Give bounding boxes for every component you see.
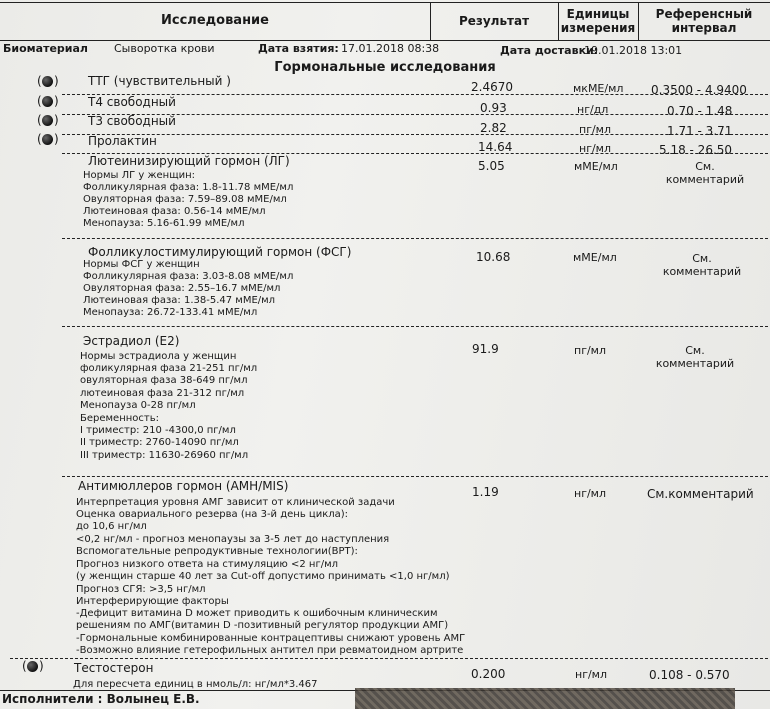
note-line: Менопауза 0-28 пг/мл <box>80 400 196 411</box>
date-taken-value: 17.01.2018 08:38 <box>341 42 440 55</box>
photo-shadow <box>355 688 735 709</box>
test-reference: 5.18 - 26.50 <box>659 143 733 157</box>
header-study: Исследование <box>161 13 269 28</box>
row-separator <box>62 134 768 135</box>
row-separator <box>62 326 768 327</box>
test-unit: нг/мл <box>574 487 607 500</box>
header-bottom-border <box>0 40 770 41</box>
date-delivered-value: 19.01.2018 13:01 <box>584 44 683 57</box>
note-line: Нормы эстрадиола у женщин <box>80 351 237 362</box>
test-name: ТТГ (чувствительный ) <box>88 74 231 88</box>
test-select-radio[interactable]: ( ) <box>37 74 59 88</box>
test-unit: мМЕ/мл <box>574 160 618 173</box>
test-name: Эстрадиол (Е2) <box>83 334 180 348</box>
note-line: (у женщин старше 40 лет за Cut-off допустимо принимать <1,0 нг/мл) <box>76 571 450 582</box>
biomaterial-value: Сыворотка крови <box>114 42 215 55</box>
test-reference: См. комментарий <box>662 252 742 278</box>
performers: Исполнители : Волынец Е.В. <box>2 692 200 706</box>
biomaterial-label: Биоматериал <box>3 42 88 55</box>
note-line: II триместр: 2760-14090 пг/мл <box>80 437 239 448</box>
note-line: Овуляторная фаза: 2.55–16.7 мМЕ/мл <box>83 283 281 294</box>
note-line: Вспомогательные репродуктивные технологии(ВРТ): <box>76 546 358 557</box>
date-taken-label: Дата взятия: <box>258 42 339 55</box>
test-reference: 1.71 - 3.71 <box>667 124 733 138</box>
row-separator <box>62 238 768 239</box>
note-line: Оценка овариального резерва (на 3-й день цикла): <box>76 509 349 520</box>
note-line: <0,2 нг/мл - прогноз менопаузы за 3-5 лет до наступления <box>76 534 390 545</box>
header-units: Единицы измерения <box>560 7 636 35</box>
test-reference: 0.3500 - 4.9400 <box>651 83 747 97</box>
test-reference: 0.70 - 1.48 <box>667 104 733 118</box>
note-line: до 10,6 нг/мл <box>76 521 147 532</box>
note-line: Интерпретация уровня АМГ зависит от клинической задачи <box>76 497 395 508</box>
header-result: Результат <box>458 14 530 28</box>
test-reference: 0.108 - 0.570 <box>649 668 730 682</box>
test-name: Фолликулостимулирующий гормон (ФСГ) <box>88 245 352 259</box>
note-line: Менопауза: 5.16-61.99 мМЕ/мл <box>83 218 245 229</box>
test-unit: пг/мл <box>574 344 607 357</box>
note-line: Нормы ЛГ у женщин: <box>83 170 196 181</box>
test-result: 5.05 <box>478 159 505 173</box>
test-result: 91.9 <box>472 342 499 356</box>
test-unit: нг/дл <box>577 103 609 116</box>
note-line: III триместр: 11630-26960 пг/мл <box>80 450 249 461</box>
note-line: Беременность: <box>80 413 159 424</box>
note-line: овуляторная фаза 38-649 пг/мл <box>80 375 248 386</box>
test-name: Тестостерон <box>74 661 154 675</box>
test-select-radio[interactable]: ( ) <box>37 94 59 108</box>
note-line: решениям по АМГ(витамин D -позитивный регулятор продукции АМГ) <box>76 620 449 631</box>
note-line: -Возможно влияние гетерофильных антител при ревматоидном артрите <box>76 645 464 656</box>
test-result: 2.82 <box>480 121 507 135</box>
date-delivered-label: Дата доставки: <box>500 44 599 57</box>
test-unit: пг/мл <box>579 123 612 136</box>
section-title: Гормональные исследования <box>274 60 496 75</box>
note-line: Овуляторная фаза: 7.59–89.08 мМЕ/мл <box>83 194 287 205</box>
test-name: Т3 свободный <box>88 114 176 128</box>
test-reference: См.комментарий <box>647 487 754 501</box>
note-line: Для пересчета единиц в нмоль/л: нг/мл*3.467 <box>73 679 318 690</box>
note-line: Прогноз СГЯ: >3,5 нг/мл <box>76 584 206 595</box>
test-result: 0.93 <box>480 101 507 115</box>
note-line: Нормы ФСГ у женщин <box>83 259 200 270</box>
test-unit: мкМЕ/мл <box>573 82 624 95</box>
note-line: фоликулярная фаза 21-251 пг/мл <box>80 363 258 374</box>
note-line: Менопауза: 26.72-133.41 мМЕ/мл <box>83 307 258 318</box>
test-result: 2.4670 <box>471 80 513 94</box>
header-divider <box>430 2 431 40</box>
test-result: 0.200 <box>471 667 506 681</box>
test-select-radio[interactable]: ( ) <box>37 132 59 146</box>
row-separator <box>62 476 768 477</box>
test-unit: нг/мл <box>579 142 612 155</box>
test-reference: См. комментарий <box>655 344 735 370</box>
test-name: Пролактин <box>88 134 157 148</box>
test-unit: нг/мл <box>575 668 608 681</box>
note-line: -Гормональные комбинированные контрацептивы снижают уровень АМГ <box>76 633 466 644</box>
header-divider <box>638 2 639 40</box>
test-name: Т4 свободный <box>88 95 176 109</box>
test-select-radio[interactable]: ( ) <box>22 659 44 673</box>
test-result: 1.19 <box>472 485 499 499</box>
test-name: Лютеинизирующий гормон (ЛГ) <box>88 154 290 168</box>
note-line: Фолликулярная фаза: 1.8-11.78 мМЕ/мл <box>83 182 294 193</box>
test-name: Антимюллеров гормон (AMH/MIS) <box>78 479 289 493</box>
note-line: Прогноз низкого ответа на стимуляцию <2 нг/мл <box>76 559 339 570</box>
note-line: лютеиновая фаза 21-312 пг/мл <box>80 388 245 399</box>
header-reference: Референсный интервал <box>655 7 753 35</box>
note-line: Лютеиновая фаза: 1.38-5.47 мМЕ/мл <box>83 295 276 306</box>
test-result: 10.68 <box>476 250 511 264</box>
row-separator <box>10 658 768 659</box>
note-line: Интерферирующие факторы <box>76 596 229 607</box>
test-reference: См. комментарий <box>665 160 745 186</box>
test-select-radio[interactable]: ( ) <box>37 113 59 127</box>
test-unit: мМЕ/мл <box>573 251 617 264</box>
note-line: Фолликулярная фаза: 3.03-8.08 мМЕ/мл <box>83 271 294 282</box>
note-line: Лютеиновая фаза: 0.56-14 мМЕ/мл <box>83 206 266 217</box>
header-divider <box>558 2 559 40</box>
test-result: 14.64 <box>478 140 513 154</box>
note-line: I триместр: 210 -4300,0 пг/мл <box>80 425 236 436</box>
note-line: -Дефицит витамина D может приводить к ошибочным клиническим <box>76 608 438 619</box>
